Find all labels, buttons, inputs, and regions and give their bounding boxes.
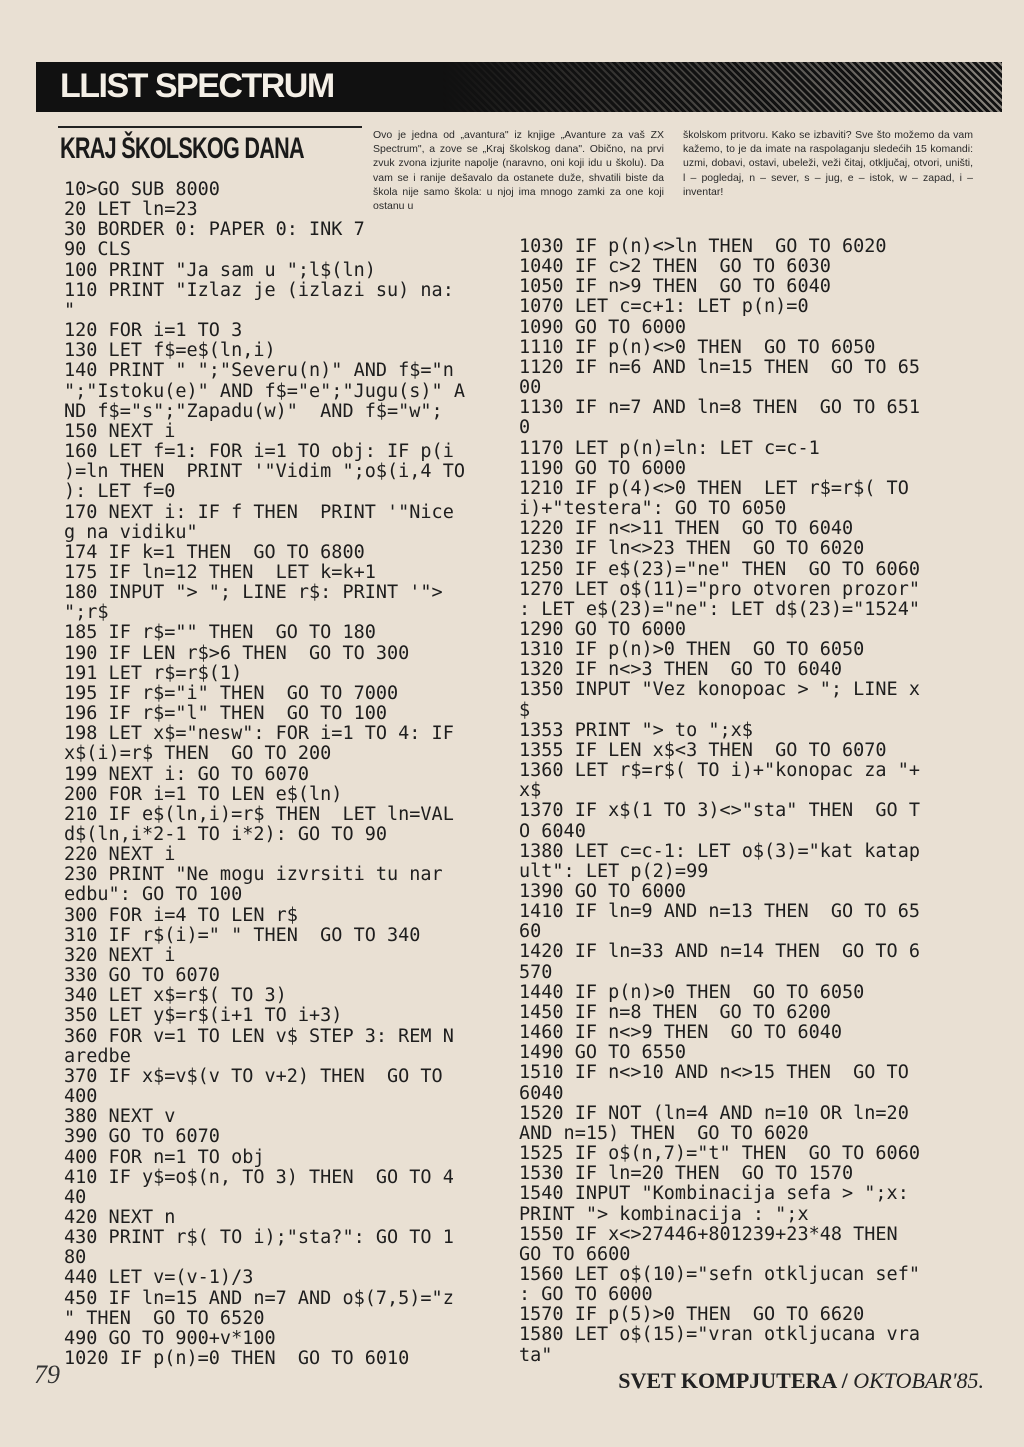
magazine-footer: [618, 1368, 984, 1394]
issue-date: OKTOBAR'85.: [853, 1368, 984, 1393]
intro-text-col1: Ovo je jedna od „avantura" iz knjige „Avanture za vaš ZX Spectrum", a zove se „Kraj školskog dana". Obično, na prvi zvuk zvona izjurite napolje (naravno, oni koji idu u školu). Da vam se i ranije dešavalo da ostanete duže, shvatili biste da škola nije samo škola: u njoj ima mnogo zamki za one koji ostanu u: [373, 129, 664, 213]
article-title: KRAJ ŠKOLSKOG DANA: [60, 132, 304, 165]
masthead-pattern: [442, 62, 1002, 112]
intro-text-col2: školskom pritvoru. Kako se izbaviti? Sve što možemo da vam kažemo, to je da imate na raspolaganju sledećih 15 komandi: uzmi, dobavi, ostavi, ubeleži, veži čitaj, otključaj, otvori, uništi, l – pogledaj, n – sever, s – jug, e – istok, w – zapad, i – inventar!: [683, 129, 973, 198]
section-masthead: [36, 62, 1002, 112]
headline-rule: [58, 126, 362, 128]
section-title: LLIST SPECTRUM: [60, 67, 334, 105]
magazine-name: SVET KOMPJUTERA /: [618, 1368, 848, 1393]
page-number: 79: [34, 1360, 60, 1389]
basic-listing-right: 1030 IF p(n)<>ln THEN GO TO 6020 1040 IF c>2 THEN GO TO 6030 1050 IF n>9 THEN GO TO 6040 1070 LET c=c+1: LET p(n)=0 1090 GO TO 6000 1110 IF p(n)<>0 THEN GO TO 6050 1120 IF n=6 AND ln=15 THEN GO TO 65 00 1130 IF n=7 AND ln=8 THEN GO TO 651 0 1170 LET p(n)=ln: LET c=c-1 1190 GO TO 6000 1210 IF p(4)<>0 THEN LET r$=r$( TO i)+"testera": GO TO 6050 1220 IF n<>11 THEN GO TO 6040 1230 IF ln<>23 THEN GO TO 6020 1250 IF e$(23)="ne" THEN GO TO 6060 1270 LET o$(11)="pro otvoren prozor" : LET e$(23)="ne": LET d$(23)="1524" 1290 GO TO 6000 1310 IF p(n)>0 THEN GO TO 6050 1320 IF n<>3 THEN GO TO 6040 1350 INPUT "Vez konopoac > "; LINE x $ 1353 PRINT "> to ";x$ 1355 IF LEN x$<3 THEN GO TO 6070 1360 LET r$=r$( TO i)+"konopac za "+ x$ 1370 IF x$(1 TO 3)<>"sta" THEN GO T O 6040 1380 LET c=c-1: LET o$(3)="kat katap ult": LET p(2)=99 1390 GO TO 6000 1410 IF ln=9 AND n=13 THEN GO TO 65 60 1420 IF ln=33 AND n=14 THEN GO TO 6 570 1440 IF p(n)>0 THEN GO TO 6050 1450 IF n=8 THEN GO TO 6200 1460 IF n<>9 THEN GO TO 6040 1490 GO TO 6550 1510 IF n<>10 AND n<>15 THEN GO TO 6040 1520 IF NOT (ln=4 AND n=10 OR ln=20 AND n=15) THEN GO TO 6020 1525 IF o$(n,7)="t" THEN GO TO 6060 1530 IF ln=20 THEN GO TO 1570 1540 INPUT "Kombinacija sefa > ";x: PRINT "> kombinacija : ";x 1550 IF x<>27446+801239+23*48 THEN GO TO 6600 1560 LET o$(10)="sefn otkljucan sef" : GO TO 6000 1570 IF p(5)>0 THEN GO TO 6620 1580 LET o$(15)="vran otkljucana vra ta": [519, 236, 920, 1366]
basic-listing-left: 10>GO SUB 8000 20 LET ln=23 30 BORDER 0: PAPER 0: INK 7 90 CLS 100 PRINT "Ja sam u ";l$(ln) 110 PRINT "Izlaz je (izlazi su) na: " 120 FOR i=1 TO 3 130 LET f$=e$(ln,i) 140 PRINT " ";"Severu(n)" AND f$="n ";"Istoku(e)" AND f$="e";"Jugu(s)" A ND f$="s";"Zapadu(w)" AND f$="w"; 150 NEXT i 160 LET f=1: FOR i=1 TO obj: IF p(i )=ln THEN PRINT '"Vidim ";o$(i,4 TO ): LET f=0 170 NEXT i: IF f THEN PRINT '"Nice g na vidiku" 174 IF k=1 THEN GO TO 6800 175 IF ln=12 THEN LET k=k+1 180 INPUT "> "; LINE r$: PRINT '"> ";r$ 185 IF r$="" THEN GO TO 180 190 IF LEN r$>6 THEN GO TO 300 191 LET r$=r$(1) 195 IF r$="i" THEN GO TO 7000 196 IF r$="l" THEN GO TO 100 198 LET x$="nesw": FOR i=1 TO 4: IF x$(i)=r$ THEN GO TO 200 199 NEXT i: GO TO 6070 200 FOR i=1 TO LEN e$(ln) 210 IF e$(ln,i)=r$ THEN LET ln=VAL d$(ln,i*2-1 TO i*2): GO TO 90 220 NEXT i 230 PRINT "Ne mogu izvrsiti tu nar edbu": GO TO 100 300 FOR i=4 TO LEN r$ 310 IF r$(i)=" " THEN GO TO 340 320 NEXT i 330 GO TO 6070 340 LET x$=r$( TO 3) 350 LET y$=r$(i+1 TO i+3) 360 FOR v=1 TO LEN v$ STEP 3: REM N aredbe 370 IF x$=v$(v TO v+2) THEN GO TO 400 380 NEXT v 390 GO TO 6070 400 FOR n=1 TO obj 410 IF y$=o$(n, TO 3) THEN GO TO 4 40 420 NEXT n 430 PRINT r$( TO i);"sta?": GO TO 1 80 440 LET v=(v-1)/3 450 IF ln=15 AND n=7 AND o$(7,5)="z " THEN GO TO 6520 490 GO TO 900+v*100 1020 IF p(n)=0 THEN GO TO 6010: [64, 179, 465, 1370]
